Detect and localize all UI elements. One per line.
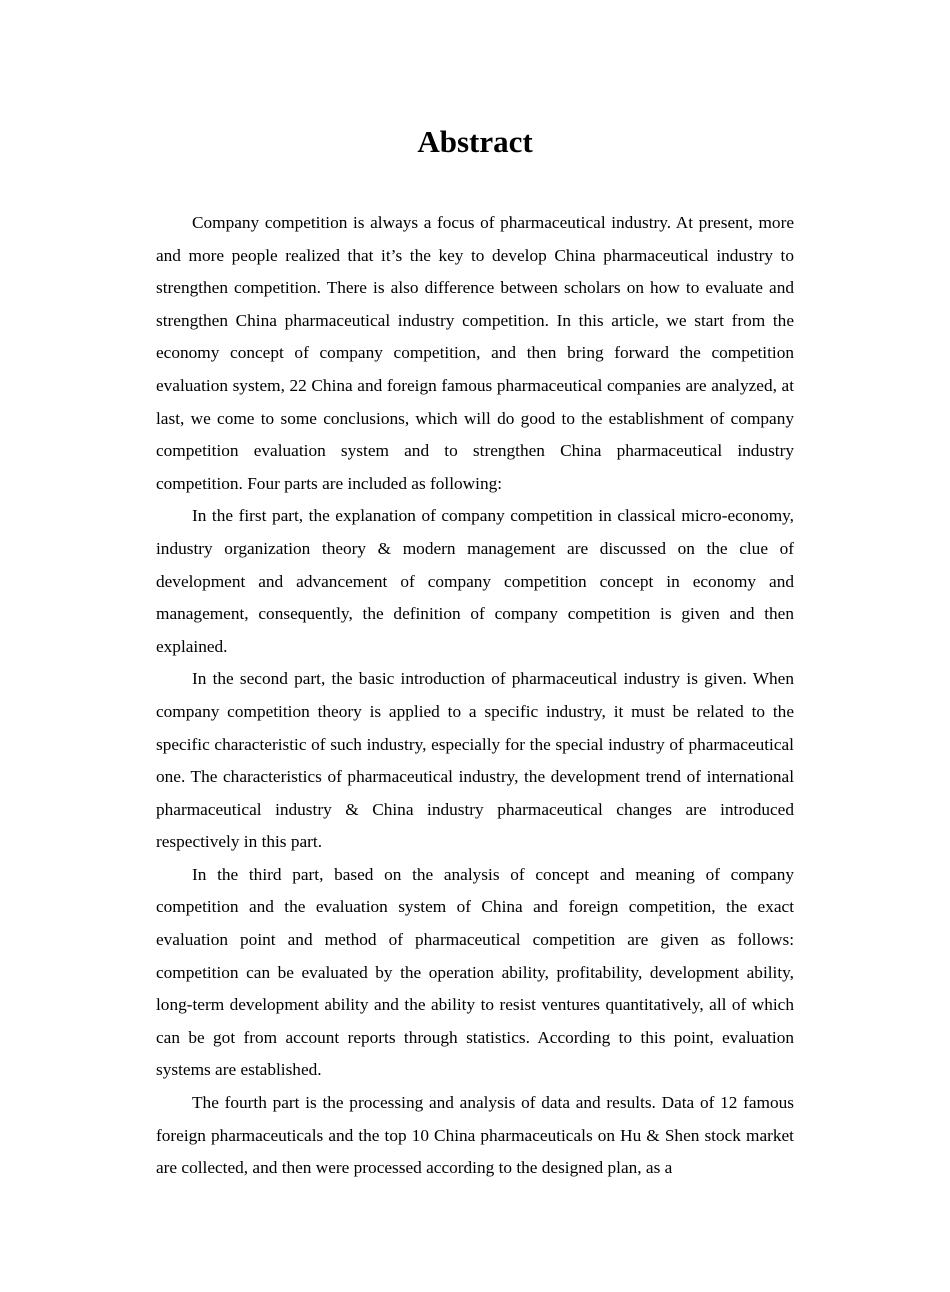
page-title: Abstract xyxy=(417,124,533,159)
abstract-body xyxy=(156,207,794,1185)
paragraph-part-one: In the first part, the explanation of company competition in classical micro-economy, industry organization theory & modern management are discussed on the clue of development and advancement of company competition concept in economy and management, consequently, the definition of company competition is given and then explained. xyxy=(156,506,794,656)
paragraph-part-three: In the third part, based on the analysis of concept and meaning of company competition and the evaluation system of China and foreign competition, the exact evaluation point and method of pharmaceutical competition are given as follows: competition can be evaluated by the operation ability, profitability, development ability, long-term development ability and the ability to resist ventures quantitatively, all of which can be got from account reports through statistics. According to this point, evaluation systems are established. xyxy=(156,864,794,1080)
paragraph-part-four: The fourth part is the processing and analysis of data and results. Data of 12 famous foreign pharmaceuticals and the top 10 China pharmaceuticals on Hu & Shen stock market are collected, and then were processed according to the designed plan, as a xyxy=(156,1093,794,1178)
paragraph-part-two: In the second part, the basic introduction of pharmaceutical industry is given. When company competition theory is applied to a specific industry, it must be related to the specific characteristic of such industry, especially for the special industry of pharmaceutical one. The characteristics of pharmaceutical industry, the development trend of international pharmaceutical industry & China industry pharmaceutical changes are introduced respectively in this part. xyxy=(156,669,794,852)
paragraph-intro: Company competition is always a focus of pharmaceutical industry. At present, more and more people realized that it’s the key to develop China pharmaceutical industry to strengthen competition. There is also difference between scholars on how to evaluate and strengthen China pharmaceutical industry competition. In this article, we start from the economy concept of company competition, and then bring forward the competition evaluation system, 22 China and foreign famous pharmaceutical companies are analyzed, at last, we come to some conclusions, which will do good to the establishment of company competition evaluation system and to strengthen China pharmaceutical industry competition. Four parts are included as following: xyxy=(156,213,794,493)
